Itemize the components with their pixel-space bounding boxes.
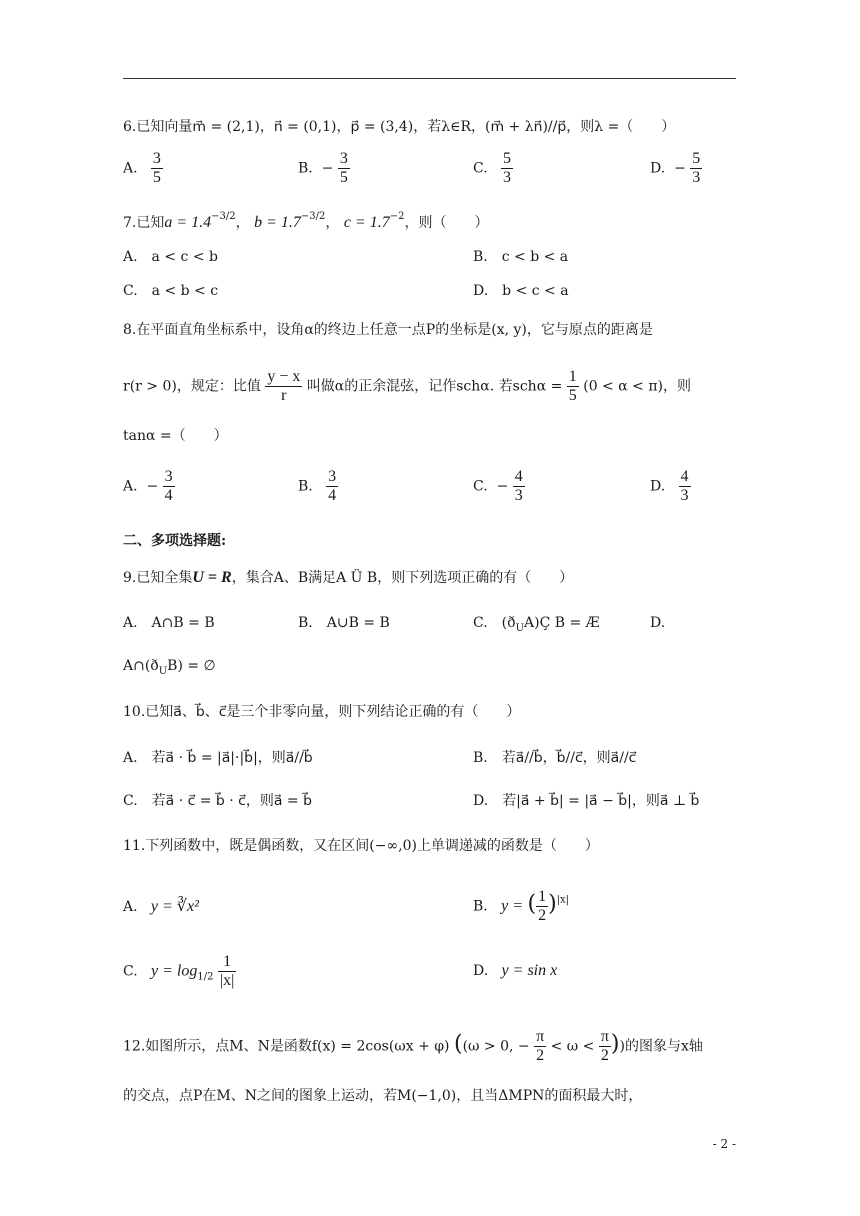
q11-option-b: B. y = ( $\frac{1}{2}$ )$^{|x|}$ xyxy=(473,888,570,924)
q7-option-b: B. c < b < a xyxy=(473,249,569,265)
page-number: - 2 - xyxy=(712,1137,736,1151)
q11-option-d: D. y = sin x xyxy=(473,962,558,979)
q9-option-c: C. $(ð_UA)Ç$ B = Æ xyxy=(473,615,600,634)
q10-option-d: D. 若|a⃗ + b⃗| = |a⃗ − b⃗|，则a⃗ ⊥ b⃗ xyxy=(473,793,700,809)
q8-line1: 8.在平面直角坐标系中，设角α的终边上任意一点P的坐标是(x, y)，它与原点的距离是 xyxy=(123,322,653,338)
q8-line2: r(r > 0)，规定：比值 $\frac{y - x}{r}$ 叫做α的正余混弦，记作schα. 若schα = $\frac{1}{5}$ (0 < α < π)，则 xyxy=(123,368,691,404)
q8-option-c: C. − $\frac{4}{3}$ xyxy=(473,468,523,504)
q8-option-b: B. $\frac{3}{4}$ xyxy=(298,468,337,504)
q6-option-d: D. − $\frac{5}{3}$ xyxy=(650,150,701,186)
section-title: 二、多项选择题: xyxy=(123,533,227,549)
header-rule xyxy=(123,78,736,79)
q6-option-b: B. − $\frac{3}{5}$ xyxy=(298,150,348,186)
q6-option-a: A. $\frac{3}{5}$ xyxy=(123,150,161,186)
q10-option-b: B. 若a⃗//b⃗，b⃗//c⃗，则a⃗//c⃗ xyxy=(473,750,637,766)
q7-option-d: D. b < c < a xyxy=(473,283,569,299)
q6-option-c: C. $\frac{5}{3}$ xyxy=(473,150,512,186)
q9-option-d: $A\cap(ð_UB)$ = ∅ xyxy=(123,658,216,677)
q8-line3: tanα =（ ） xyxy=(123,428,228,444)
q7-stem: 7.已知$a = 1.4^{-3/2}$， $b = 1.7^{-3/2}$， $c = 1.7^{-2}$，则（ ） xyxy=(123,211,489,231)
q8-option-a: A. − $\frac{3}{4}$ xyxy=(123,468,173,504)
q10-option-c: C. 若a⃗ · c⃗ = b⃗ · c⃗，则a⃗ = b⃗ xyxy=(123,793,312,809)
q7-option-a: A. a < c < b xyxy=(123,249,218,265)
q8-option-d: D. $\frac{4}{3}$ xyxy=(650,468,689,504)
q11-option-c: C. $y = \log_{1/2}$ $\frac{1}{|x|}$ xyxy=(123,953,235,989)
q10-stem: 10.已知a⃗、b⃗、c⃗是三个非零向量，则下列结论正确的有（ ） xyxy=(123,704,521,720)
q11-option-a: A. y = ∛x² xyxy=(123,898,199,915)
q11-stem: 11.下列函数中，既是偶函数，又在区间(−∞,0)上单调递减的函数是（ ） xyxy=(123,838,599,854)
q9-option-a: A. A∩B = B xyxy=(123,615,215,631)
q7-option-c: C. a < b < c xyxy=(123,283,219,299)
q9-stem: 9.已知全集U = R，集合A、B满足A Ü B，则下列选项正确的有（ ） xyxy=(123,569,574,586)
q9-option-d-label: D. xyxy=(650,615,666,631)
q9-option-b: B. A∪B = B xyxy=(298,615,390,631)
q12-line1: 12.如图所示，点M、N是函数f(x) = 2cos(ωx + φ) ((ω > 0, − $\frac{\pi}{2}$ < ω < $\frac{\pi}{2}$ ))的图象与x轴 xyxy=(123,1028,703,1064)
q10-option-a: A. 若a⃗ · b⃗ = |a⃗|·|b⃗|，则a⃗//b⃗ xyxy=(123,750,313,766)
q12-line2: 的交点，点P在M、N之间的图象上运动，若M(−1,0)，且当ΔMPN的面积最大时， xyxy=(123,1088,643,1104)
q6-stem: 6.已知向量m⃗ = (2,1)，n⃗ = (0,1)，p⃗ = (3,4)，若λ∈R，(m⃗ + λn⃗)//p⃗，则λ =（ ） xyxy=(123,119,676,135)
